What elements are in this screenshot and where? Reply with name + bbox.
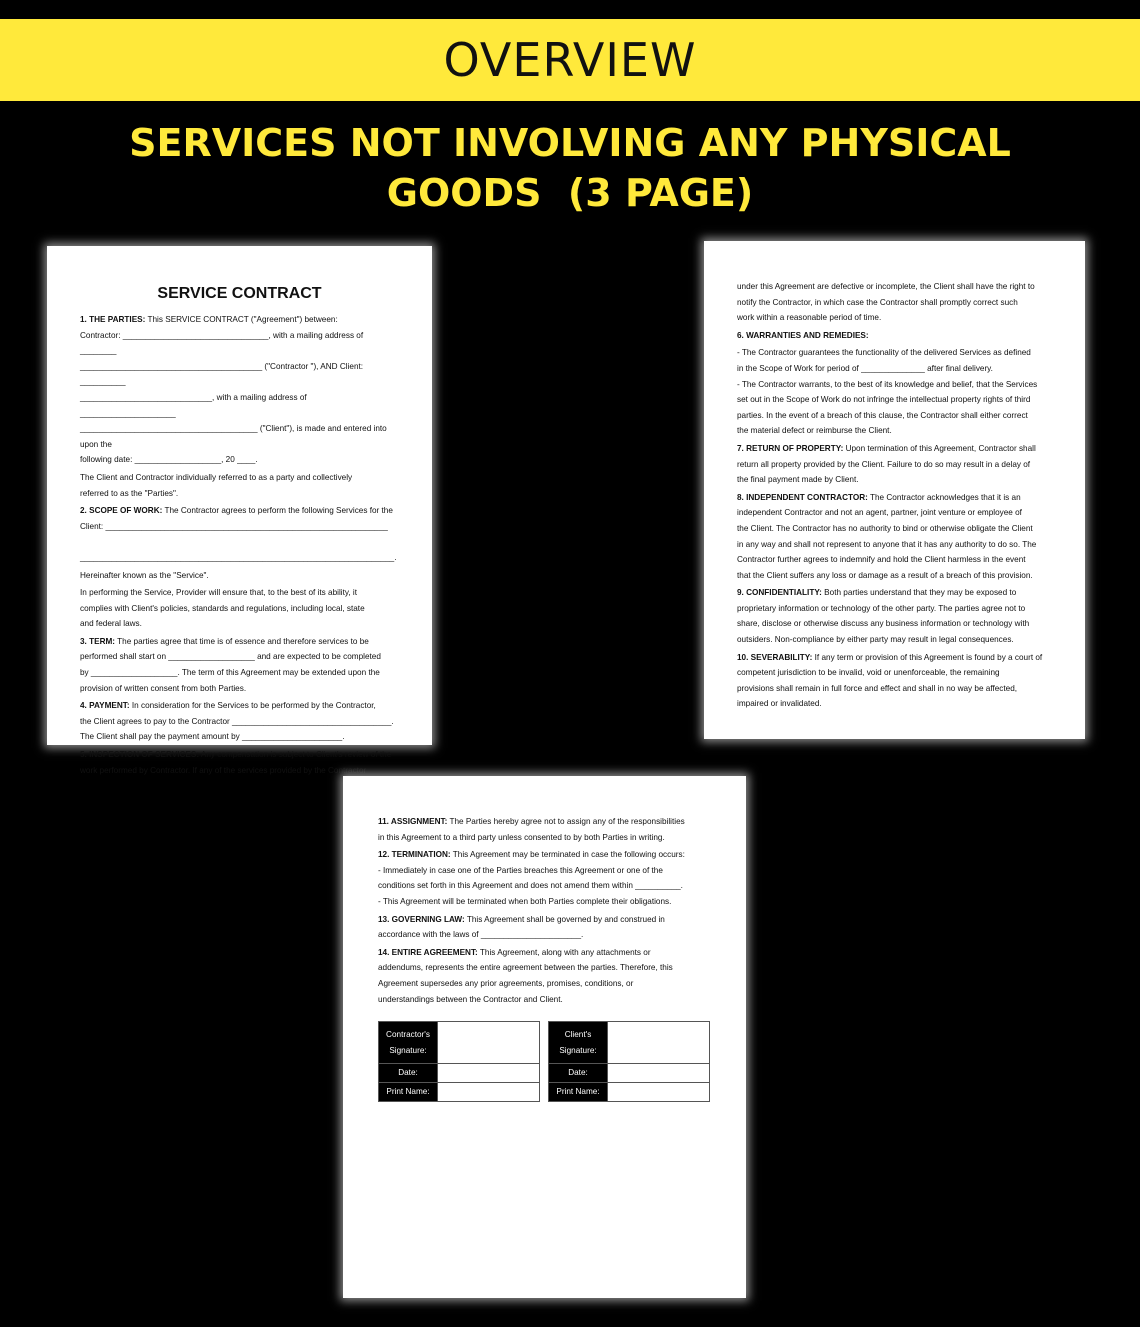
client-signature-label: Client's Signature:: [549, 1022, 608, 1064]
section-heading: 1. THE PARTIES:: [80, 315, 146, 324]
section-heading: 11. ASSIGNMENT:: [378, 817, 448, 826]
overview-banner: [0, 19, 1140, 101]
paragraph: [80, 747, 399, 778]
paragraph: [737, 345, 1052, 439]
headline: [0, 118, 1140, 218]
contractor-date-field[interactable]: [438, 1064, 540, 1083]
paragraph: [80, 585, 399, 632]
client-date-label: Date:: [549, 1064, 608, 1083]
paragraph-text: In performing the Service, Provider will ensure that, to the best of its ability, it complies with Client's policies, standards and regulations, including local, state and federal laws.: [80, 588, 365, 629]
paragraph: [378, 945, 711, 1007]
paragraph: [737, 585, 1052, 647]
client-date-field[interactable]: [608, 1064, 710, 1083]
headline-line-2: GOODS (3 PAGE): [386, 171, 754, 215]
paragraph-text: This Agreement may be terminated in case the following occurs: - Immediately in case one of the Parties breaches this Agreement or one of the conditions set forth in this Agreement and does not amend them within __________. - This Agreement will be terminated when both Parties complete their obligations.: [378, 850, 685, 906]
paragraph-text: Any compensation is subject to Client's review of the work performed by Contractor. If any of the services provided by the Contractor: [80, 750, 392, 775]
paragraph: [80, 634, 399, 696]
paragraph: [80, 312, 399, 468]
paragraph: [80, 698, 399, 745]
paragraph-text: The Contractor acknowledges that it is an independent Contractor and not an agent, partner, joint venture or employee of the Client. The Contractor has no authority to bind or otherwise obligate the Client in any way and shall not represent to anyone that it has any authority to do so. The Contractor further agrees to indemnify and hold the Client harmless in the event that the Client suffers any loss or damage as a result of a breach of this provision.: [737, 492, 1037, 580]
paragraph-text: The Parties hereby agree not to assign any of the responsibilities in this Agreement to a third party unless consented to by both Parties in writing.: [378, 817, 685, 842]
section-heading: 3. TERM:: [80, 636, 116, 646]
client-print-name-field[interactable]: [608, 1083, 710, 1102]
paragraph: [378, 912, 711, 943]
page-3-body: [378, 814, 711, 1007]
section-heading: 9. CONFIDENTIALITY:: [737, 588, 822, 598]
paragraph: [80, 470, 399, 501]
contractor-date-label: Date:: [379, 1064, 438, 1083]
section-heading: 10. SEVERABILITY:: [737, 652, 813, 662]
contract-page-3: [343, 776, 746, 1298]
section-heading: 12. TERMINATION:: [378, 850, 451, 860]
paragraph: [378, 814, 711, 845]
paragraph-text: Hereinafter known as the "Service".: [80, 570, 209, 580]
paragraph-text: under this Agreement are defective or incomplete, the Client shall have the right to notify the Contractor, in which case the Contractor shall promptly correct such work within a reasonable period of time.: [737, 282, 1035, 323]
paragraph-text: The parties agree that time is of essence and therefore services to be performed shall start on ___________________ and are expected to be completed by ___________________. The term of this Agreement may be extended upon the provision of written consent from both Parties.: [80, 636, 381, 693]
page-2-body: [737, 279, 1052, 712]
paragraph: [378, 847, 711, 909]
client-signature-field[interactable]: [608, 1022, 710, 1064]
contractor-signature-table: [378, 1021, 540, 1102]
banner-title: OVERVIEW: [443, 33, 697, 87]
paragraph: [737, 441, 1052, 488]
contract-page-1: [47, 246, 432, 775]
paragraph: [80, 503, 399, 565]
contractor-signature-field[interactable]: [438, 1022, 540, 1064]
contractor-print-name-field[interactable]: [438, 1083, 540, 1102]
section-heading: 6. WARRANTIES AND REMEDIES:: [737, 330, 869, 340]
paragraph: [737, 328, 1052, 344]
paragraph: [737, 279, 1052, 326]
section-heading: 7. RETURN OF PROPERTY:: [737, 443, 844, 453]
paragraph: [737, 490, 1052, 584]
paragraph-text: In consideration for the Services to be performed by the Contractor, the Client agrees to pay to the Contractor ___________________________________. The Client shall pay the payment amount by ______________________.: [80, 701, 394, 742]
contractor-print-name-label: Print Name:: [379, 1083, 438, 1102]
client-print-name-label: Print Name:: [549, 1083, 608, 1102]
headline-line-1: SERVICES NOT INVOLVING ANY PHYSICAL: [129, 121, 1011, 165]
paragraph-text: Both parties understand that they may be exposed to proprietary information or technology of the other party. The parties agree not to share, disclose or otherwise discuss any business information or technology with outsiders. Non-compliance by either party may result in legal consequences.: [737, 588, 1030, 645]
paragraph-text: If any term or provision of this Agreement is found by a court of competent jurisdiction to be invalid, void or unenforceable, the remaining provisions shall remain in full force and effect and shall in no way be affected, impaired or invalidated.: [737, 652, 1043, 709]
section-heading: 5. INSPECTION OF SERVICES:: [80, 750, 200, 760]
contract-page-2: [704, 241, 1085, 739]
section-heading: 4. PAYMENT:: [80, 701, 130, 711]
section-heading: 2. SCOPE OF WORK:: [80, 506, 163, 516]
client-signature-table: [548, 1021, 710, 1102]
paragraph-text: This SERVICE CONTRACT ("Agreement") between: Contractor: ________________________________, with a mailing address of ________ ________________________________________ ("Contractor "), AND Client: __________ _____________________________, with a mailing address of _____________________ _______________________________________ ("Client"), is made and entered into upon the following date: ___________________, 20 ____.: [80, 315, 387, 465]
paragraph-text: The Client and Contractor individually referred to as a party and collectively referred to as the "Parties".: [80, 472, 353, 498]
paragraph-text: Upon termination of this Agreement, Contractor shall return all property provided by the Client. Failure to do so may result in a delay of the final payment made by Client.: [737, 443, 1036, 485]
section-heading: 13. GOVERNING LAW:: [378, 914, 465, 924]
page-1-body: [80, 312, 399, 778]
paragraph: [80, 568, 399, 584]
contractor-signature-label: Contractor's Signature:: [379, 1022, 438, 1064]
paragraph: [737, 650, 1052, 712]
section-heading: 8. INDEPENDENT CONTRACTOR:: [737, 492, 868, 502]
signature-blocks: [378, 1021, 711, 1102]
section-heading: 14. ENTIRE AGREEMENT:: [378, 947, 478, 957]
document-title: SERVICE CONTRACT: [157, 285, 322, 302]
paragraph-text: - The Contractor guarantees the functionality of the delivered Services as defined in the Scope of Work for period of ______________ after final delivery. - The Contractor warrants, to the best of its knowledge and belief, that the Services set out in the Scope of Work do not infringe the intellectual property rights of third parties. In the event of a breach of this clause, the Contractor shall either correct the material defect or reimburse the Client.: [737, 348, 1038, 436]
paragraph-text: The Contractor agrees to perform the following Services for the Client: ______________________________________________________________ _____________________________________________________________________.: [80, 506, 397, 562]
paragraph-text: This Agreement shall be governed by and construed in accordance with the laws of ______________________.: [378, 914, 665, 940]
paragraph-text: This Agreement, along with any attachments or addendums, represents the entire agreement between the parties. Therefore, this Agreement supersedes any prior agreements, promises, conditions, or understandings between the Contractor and Client.: [378, 947, 673, 1004]
